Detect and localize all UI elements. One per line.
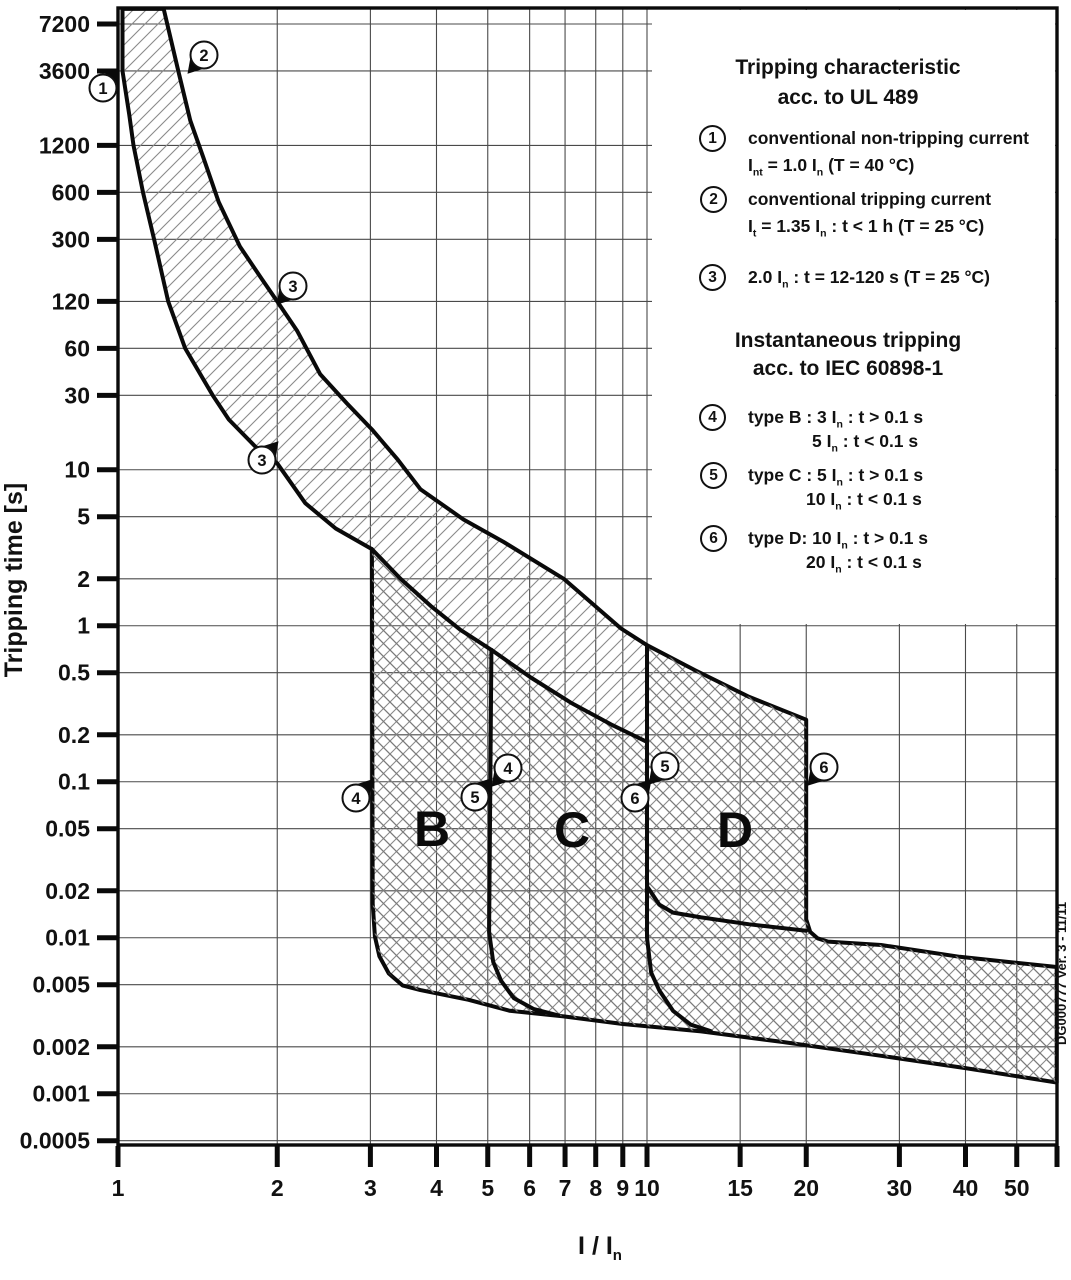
legend-item-6-line2: 20 $I_n$ : t < 0.1 s — [806, 552, 922, 576]
legend-marker-4: 4 — [699, 404, 726, 431]
tick-label-y-3600: 3600 — [38, 57, 90, 84]
legend-item-3-line1: 2.0 $I_n$ : t = 12-120 s (T = 25 °C) — [748, 267, 991, 291]
tick-label-x-3: 3 — [363, 1175, 377, 1201]
marker-number-5: 5 — [470, 789, 480, 807]
marker-number-4: 4 — [351, 790, 361, 808]
tick-label-y-1: 1 — [77, 612, 90, 639]
x-axis-title: I / $I_n$ — [578, 1232, 622, 1264]
tick-label-y-0.005: 0.005 — [32, 971, 90, 998]
doc-version-note: DG000777 Ver. 3 - 11/11 — [1054, 901, 1069, 1045]
tick-label-x-10: 10 — [634, 1175, 660, 1201]
legend-marker-1: 1 — [699, 125, 726, 152]
tick-label-y-0.01: 0.01 — [45, 924, 90, 951]
legend-item-1-line2: $I_{nt} = 1.0$ $I_n$ (T = 40 °C) — [748, 155, 915, 179]
tick-label-y-0.2: 0.2 — [58, 721, 90, 748]
tick-label-x-7: 7 — [558, 1175, 572, 1201]
tick-label-x-30: 30 — [886, 1175, 913, 1201]
legend-title-line3: Instantaneous tripping — [734, 329, 962, 352]
tick-label-y-0.001: 0.001 — [32, 1080, 90, 1107]
tick-label-y-5: 5 — [77, 503, 90, 530]
tick-label-x-40: 40 — [952, 1175, 979, 1201]
tick-label-x-1: 1 — [111, 1175, 125, 1201]
legend-title-line1: Tripping characteristic — [735, 56, 961, 79]
marker-number-3: 3 — [288, 278, 298, 296]
tick-label-y-0.05: 0.05 — [45, 815, 90, 842]
marker-number-6: 6 — [819, 759, 829, 777]
tick-label-y-600: 600 — [51, 179, 90, 206]
tick-label-x-4: 4 — [430, 1175, 443, 1201]
tick-label-x-6: 6 — [523, 1175, 537, 1201]
region-label-D: D — [716, 802, 754, 858]
legend-marker-5: 5 — [700, 462, 727, 489]
marker-number-3: 3 — [257, 452, 267, 470]
tick-label-x-50: 50 — [1003, 1175, 1030, 1201]
legend-marker-2: 2 — [700, 186, 727, 213]
legend-marker-6: 6 — [700, 525, 727, 552]
marker-number-1: 1 — [98, 80, 108, 98]
tick-label-x-15: 15 — [727, 1175, 753, 1201]
legend-title-line4: acc. to IEC 60898-1 — [752, 357, 944, 380]
tick-label-y-0.0005: 0.0005 — [19, 1127, 90, 1154]
tick-label-y-1200: 1200 — [38, 132, 90, 159]
tick-label-x-9: 9 — [616, 1175, 630, 1201]
tick-label-y-0.002: 0.002 — [32, 1033, 90, 1060]
tick-label-y-0.5: 0.5 — [58, 659, 90, 686]
tick-label-y-120: 120 — [51, 288, 90, 315]
tick-label-y-30: 30 — [64, 382, 90, 409]
region-label-C: C — [553, 802, 591, 858]
legend-item-5-line2: 10 $I_n$ : t < 0.1 s — [806, 489, 922, 513]
marker-number-2: 2 — [199, 47, 209, 65]
tick-label-x-2: 2 — [270, 1175, 284, 1201]
region-label-B: B — [413, 801, 451, 857]
legend-item-4-line2: 5 $I_n$ : t < 0.1 s — [812, 431, 919, 455]
legend-title-line2: acc. to UL 489 — [777, 86, 919, 109]
tick-label-y-10: 10 — [64, 456, 90, 483]
tick-label-y-300: 300 — [51, 226, 90, 253]
marker-number-4: 4 — [503, 760, 513, 778]
legend-marker-3: 3 — [699, 264, 726, 291]
legend-item-6-line1: type D: 10 $I_n$ : t > 0.1 s — [748, 528, 929, 552]
tick-label-x-20: 20 — [793, 1175, 820, 1201]
marker-number-5: 5 — [660, 758, 670, 776]
marker-number-6: 6 — [630, 790, 640, 808]
legend-item-4-line1: type B : 3 $I_n$ : t > 0.1 s — [748, 407, 924, 431]
tick-label-y-7200: 7200 — [38, 11, 90, 37]
y-axis-title: Tripping time [s] — [0, 482, 28, 678]
legend-item-5-line1: type C : 5 $I_n$ : t > 0.1 s — [748, 465, 924, 489]
tick-label-y-0.02: 0.02 — [45, 877, 90, 904]
legend-item-2-line1: conventional tripping current — [748, 189, 992, 209]
tick-label-y-0.1: 0.1 — [58, 768, 90, 795]
legend-item-2-line2: $I_t = 1.35$ $I_n$ : t < 1 h (T = 25 °C) — [748, 216, 985, 240]
tick-label-x-5: 5 — [481, 1175, 495, 1201]
tick-label-y-2: 2 — [77, 565, 90, 592]
legend-item-1-line1: conventional non-tripping current — [748, 128, 1029, 148]
tick-label-y-60: 60 — [64, 335, 90, 362]
tick-label-x-8: 8 — [589, 1175, 603, 1201]
